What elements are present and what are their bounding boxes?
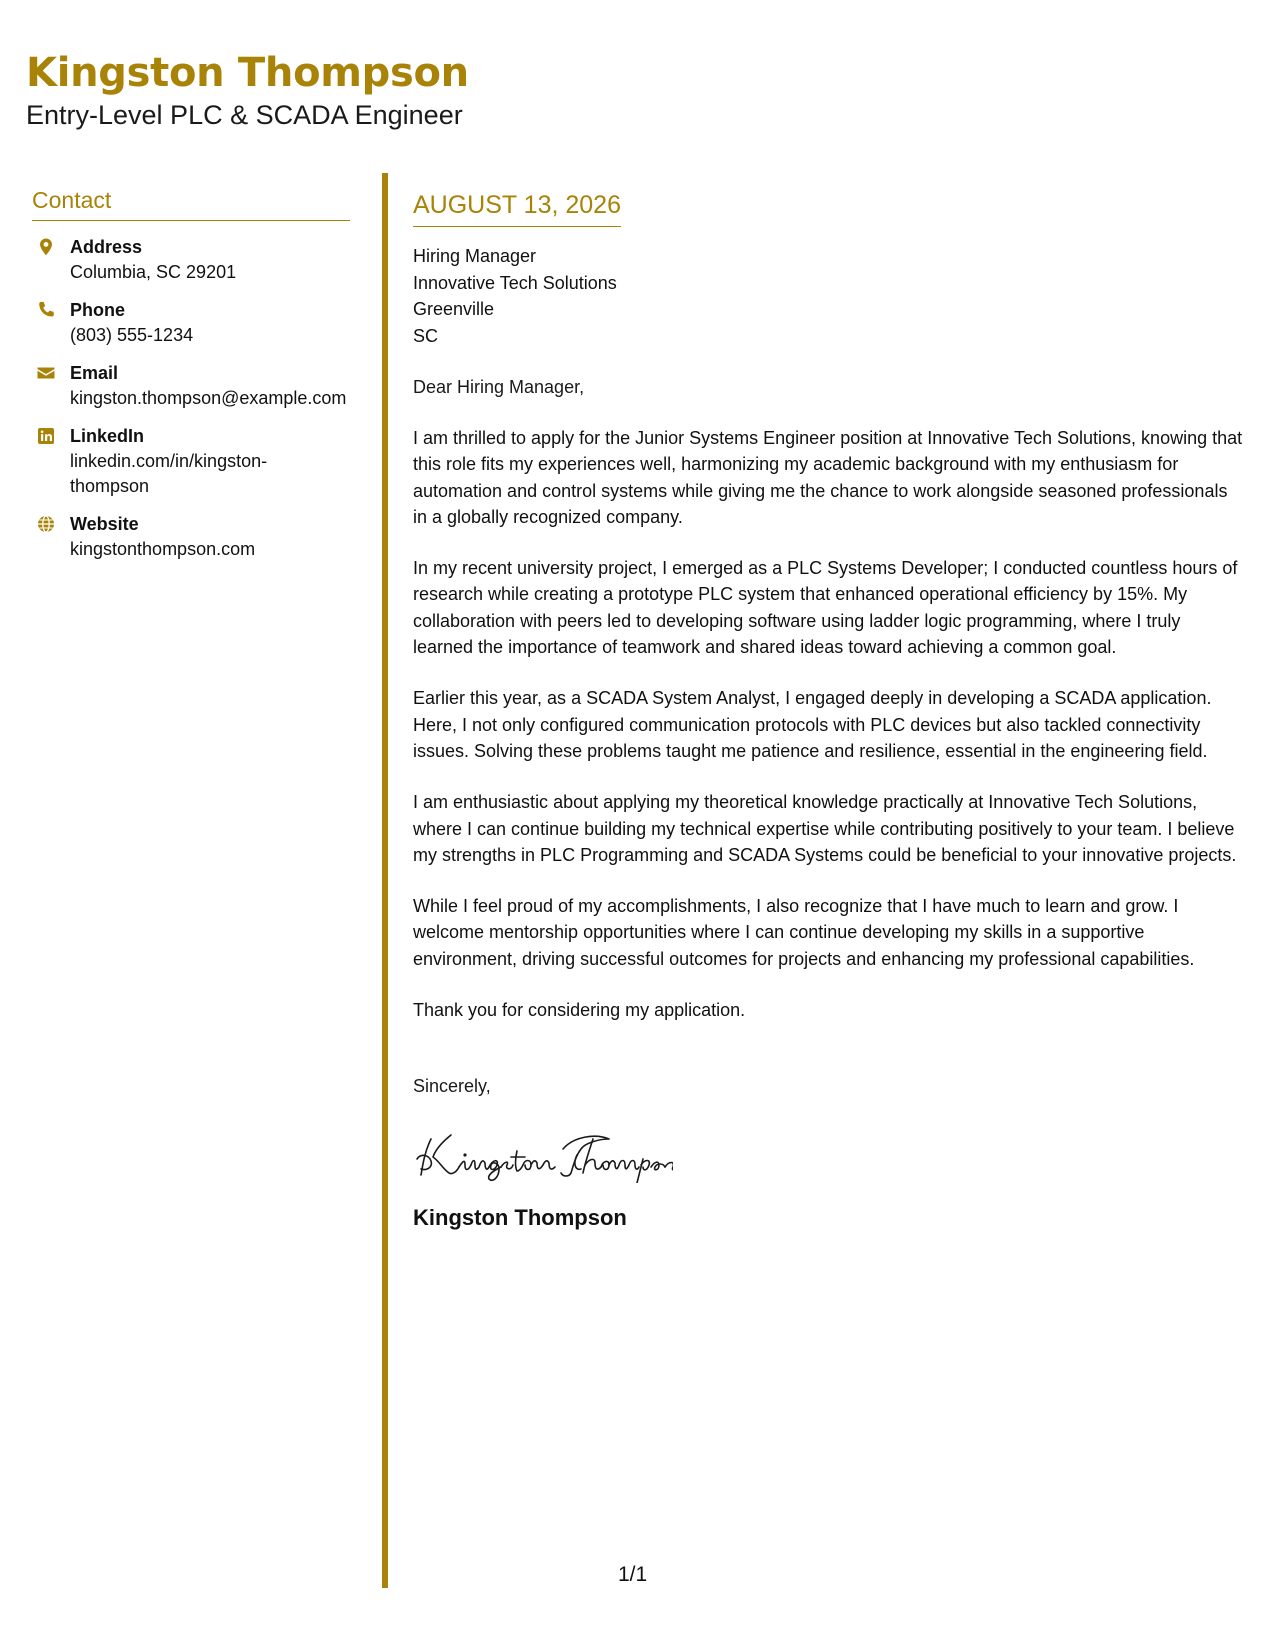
contact-label: Email <box>70 363 119 383</box>
letter-header <box>26 48 469 132</box>
map-pin-icon <box>36 237 56 257</box>
recipient-block <box>413 243 1243 349</box>
contact-item-linkedin <box>32 424 350 499</box>
contact-label: Website <box>70 514 139 534</box>
email-link[interactable]: kingston.thompson@example.com <box>70 388 347 408</box>
signer-name: Kingston Thompson <box>413 1205 627 1231</box>
address-value: Columbia, SC 29201 <box>70 262 237 282</box>
contact-item-address <box>32 235 350 285</box>
contact-label: Phone <box>70 300 126 320</box>
envelope-icon <box>36 363 56 383</box>
applicant-title: Entry-Level PLC & SCADA Engineer <box>26 100 463 130</box>
contact-sidebar <box>32 186 350 575</box>
contact-label: Address <box>70 237 143 257</box>
recipient-line: Innovative Tech Solutions <box>413 272 617 293</box>
body-paragraph: While I feel proud of my accomplishments, I also recognize that I have much to learn and grow. I welcome mentorship opportunities where I can continue developing my skills in a supportive environment, driving successful outcomes for projects and enhancing my professional capabilities. <box>413 896 1195 969</box>
contact-item-website <box>32 512 350 562</box>
recipient-line: Greenville <box>413 299 495 319</box>
globe-icon <box>36 514 56 534</box>
closing: Sincerely, <box>413 1076 491 1097</box>
column-divider <box>382 173 388 1588</box>
contact-heading: Contact <box>32 186 350 221</box>
contact-list <box>32 235 350 562</box>
phone-value[interactable]: (803) 555-1234 <box>70 325 194 345</box>
body-paragraph: Thank you for considering my application. <box>413 1000 746 1021</box>
website-link[interactable]: kingstonthompson.com <box>70 539 256 559</box>
body-paragraph: I am thrilled to apply for the Junior Systems Engineer position at Innovative Tech Solutions, knowing that this role fits my experiences well, harmonizing my academic background with my enthusiasm for automation and control systems while giving me the chance to work alongside seasoned professionals in a globally recognized company. <box>413 428 1243 527</box>
contact-label: LinkedIn <box>70 426 145 446</box>
handwritten-signature <box>413 1125 673 1183</box>
body-paragraph: In my recent university project, I emerged as a PLC Systems Developer; I conducted countless hours of research while creating a prototype PLC system that enhanced operational efficiency by 15%. My collaboration with peers led to developing software using ladder logic programming, where I truly learned the importance of teamwork and shared ideas toward achieving a common goal. <box>413 558 1238 658</box>
linkedin-icon <box>36 426 56 446</box>
recipient-line: SC <box>413 325 439 346</box>
letter-body <box>413 188 1243 1233</box>
letter-date: AUGUST 13, 2026 <box>413 188 621 227</box>
body-paragraph: I am enthusiastic about applying my theoretical knowledge practically at Innovative Tech Solutions, where I can continue building my technical expertise while contributing positively to your team. I believe my strengths in PLC Programming and SCADA Systems could be beneficial to your innovative projects. <box>413 792 1237 865</box>
contact-item-phone <box>32 298 350 348</box>
recipient-line: Hiring Manager <box>413 246 537 266</box>
phone-icon <box>36 300 56 320</box>
contact-item-email <box>32 361 350 411</box>
page-number: 1/1 <box>618 1563 648 1586</box>
linkedin-link[interactable]: linkedin.com/in/kingston-thompson <box>70 451 268 496</box>
applicant-name: Kingston Thompson <box>26 50 469 96</box>
body-paragraph: Earlier this year, as a SCADA System Analyst, I engaged deeply in developing a SCADA application. Here, I not only configured communication protocols with PLC devices but also tackled connectivity issues. Solving these problems taught me patience and resilience, essential in the engineering field. <box>413 688 1212 761</box>
salutation: Dear Hiring Manager, <box>413 377 585 397</box>
